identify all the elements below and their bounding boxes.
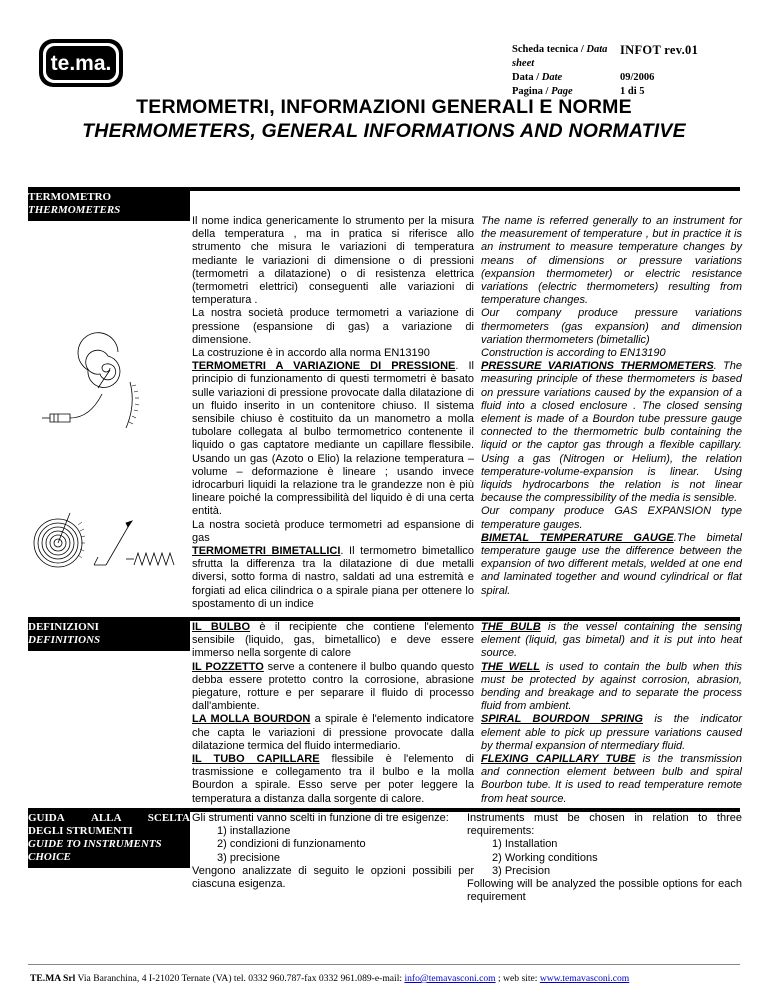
section-label-definizioni [28,617,190,651]
para-guida-outro-it: Vengono analizzate di seguito le opzioni possibili per ciascuna esigenza. [192,864,474,891]
heading-pressure-it: TERMOMETRI A VARIAZIONE DI PRESSIONE [192,360,456,373]
para-bulb-en: THE BULB is the vessel containing the sensing element (liquid, gas bimetal) and it is put into heat source. [481,621,743,660]
title-italian: TERMOMETRI, INFORMAZIONI GENERALI E NORME [136,96,632,118]
bimetal-illustration [30,505,180,580]
page-label-en: Page [551,86,573,97]
para-pressure-it: TERMOMETRI A VARIAZIONE DI PRESSIONE. Il principio di funzionamento di questi termometri è basato sulle variazioni di pressione provocate dalla dilatazione di un fluido inserito in un contenitore chiuso. Il sistema sensibile chiuso è costituito da un manometro a molla tubolare collegata al bulbo termometrico contenente il liquido o gas captatore mediante un capillare flessibile. Usando un gas (Azoto o Elio) la relazione temperatura – volume – deformazione è lineare ; usando invece idrocarburi liquidi la relazione tra le grandezze non è più lineare poiché la compressibilità del liquido è di una certa entità. [192,360,474,518]
para-intro-it: Il nome indica genericamente lo strumento per la misura della temperatura , ma in pratica si riferisce allo strumento che misura le variazioni di temperatura mediante le variazioni di dimensione o di pressioni (termometri a dilatazione) o di resistenza elettrica (termometri elettrici) conseguenti alle variazioni di temperatura . [192,215,474,307]
info-row-sheet: Scheda tecnica / Data sheet INFOT rev.01 [512,43,699,69]
heading-well-en: THE WELL [481,660,540,673]
para-bimetal-it: TERMOMETRI BIMETALLICI. Il termometro bimetallico sfrutta la differenza tra la dilatazione di due metalli diversi, sotto forma di nastro, saldati ad una estremità e forgiati ad elica cilindrica o a spirale piana per ottenere lo spostamento di un indice [192,545,474,610]
svg-text:te.ma.: te.ma. [50,52,112,75]
requirements-list-it [192,825,474,865]
document-info [512,43,698,99]
heading-bimetal-en: BIMETAL TEMPERATURE GAUGE [481,531,674,544]
termometro-english-column [481,215,742,598]
para-norm-it: La costruzione è in accordo alla norma EN13190 [192,347,430,360]
footer-email-link[interactable]: info@temavasconi.com [404,973,496,984]
para-norm-en: Construction is according to EN13190 [481,347,666,360]
requirements-list-en [467,838,742,878]
para-molla-it: LA MOLLA BOURDON a spirale è l'elemento indicatore che capta le variazioni di pressione provocate dalla dilatazione termica del fluido intermediario. [192,713,474,752]
termometro-italian-column [192,215,474,611]
section-label-en: DEFINITIONS [28,634,101,646]
heading-molla-it: LA MOLLA BOURDON [192,713,311,726]
list-item: 1) installazione [217,825,291,838]
para-bimetal-en: BIMETAL TEMPERATURE GAUGE.The bimetal temperature gauge use the difference between the expansion of two different metals, welded at one end and laminated together and wound cylindrical or flat spiral. [481,531,742,597]
para-pozzetto-it: IL POZZETTO serve a contenere il bulbo quando questo debba essere protetto contro la corrosione, abrasione piegature, rotture e per separare il fluido di processo dall'ambiente. [192,660,474,713]
definizioni-english-column [481,621,742,806]
para-guida-intro-it: Gli strumenti vanno scelti in funzione di tre esigenze: [192,812,449,824]
definizioni-italian-column [192,621,474,806]
para-spring-en: SPIRAL BOURDON SPRING is the indicator element able to pick up pressure variations caused by thermal expansion of ntermediary fluid. [481,713,743,752]
para-well-en: THE WELL is used to contain the bulb when this must be protected by against corrosion, abrasion, bending and breakage and to separate the process fluid from ambient. [481,660,742,713]
heading-bulb-en: THE BULB [481,621,541,633]
footer-website-link[interactable]: www.temavasconi.com [539,973,630,984]
list-item: 1) Installation [492,838,558,851]
heading-pressure-en: PRESSURE VARIATIONS THERMOMETERS [481,360,714,373]
heading-bimetal-it: TERMOMETRI BIMETALLICI [192,545,341,558]
para-company-en: Our company produce pressure variations thermometers (gas expansion) and dimension variation thermometers (bimetallic) [481,307,742,346]
section-label-en: THERMOMETERS [28,204,121,216]
heading-spring-en: SPIRAL BOURDON SPRING [481,713,643,726]
date-label: Data [512,72,534,83]
para-guida-intro-en: Instruments must be chosen in relation to three requirements: [467,812,742,838]
section-label-termometro [28,187,190,221]
info-row-page: Pagina / Page 1 di 5 [512,86,645,97]
list-item: 3) precisione [217,851,280,864]
heading-tubo-it: IL TUBO CAPILLARE [192,753,320,766]
footer: TE.MA Srl Via Baranchina, 4 I-21020 Ternate (VA) tel. 0332 960.787-fax 0332 961.089-e-mail: info@temavasconi.com ; web site: www.temavasconi.com [30,973,630,984]
title-english: THERMOMETERS, GENERAL INFORMATIONS AND NORMATIVE [82,120,686,142]
heading-bulbo-it: IL BULBO [192,621,251,633]
guida-italian-column [192,812,474,891]
list-item: 2) Working conditions [492,851,598,864]
guida-english-column [467,812,742,904]
tema-logo [38,38,124,88]
footer-company: TE.MA Srl [30,973,76,984]
section-label-it: DEFINIZIONI [28,621,99,633]
para-bulbo-it: IL BULBO è il recipiente che contiene l'elemento sensibile (liquido, gas, bimetallico) e deve essere immerso nella sorgente di calore [192,621,474,660]
para-gas-en: Our company produce GAS EXPANSION type temperature gauges. [481,505,742,531]
para-pressure-en: PRESSURE VARIATIONS THERMOMETERS. The measuring principle of these thermometers is based on pressure variations caused by the expansion of a fluid into a closed enclosure . The closed sensing element is made of a Bourdon tube pressure gauge connected to the thermometric bulb containing the liquid or the captor gas through a flexible capillary. Using a gas (Nitrogen or Helium), the relation temperature-volume-expansion is linear. Using liquids hydrocarbons the relation is not linear because the compressibility of the media is sensible. [481,360,742,505]
section-label-it: TERMOMETRO [28,191,112,203]
sheet-label: Scheda tecnica [512,44,579,55]
para-tubo-it: IL TUBO CAPILLARE flessibile è l'elemento di trasmissione e collegamento tra il bulbo e la molla Bourdon a spirale. Esso serve per poter leggere la temperatura a distanza dalla sorgente di calore. [192,753,475,805]
sheet-label-en: Data sheet [512,44,608,69]
list-item: 3) Precision [492,864,551,877]
para-tube-en: FLEXING CAPILLARY TUBE is the transmission and connection element between bulb and spiral Bourbon tube. It is used to read temperature remote from heat source. [481,753,742,805]
page-value: 1 di 5 [620,86,645,97]
list-item: 2) condizioni di funzionamento [217,838,366,851]
para-intro-en: The name is referred generally to an instrument for the measurement of temperature , but in practice it is an instrument to measure temperature changes by means of dimensions or pressure variations (expansion thermometer) or electric resistance variations (electric thermometers) resulting from temperature changes. [481,215,742,307]
bourdon-gauge-illustration [40,330,150,450]
para-gas-it: La nostra società produce termometri ad espansione di gas [192,518,474,544]
section-label-guida: GUIDA ALLA SCELTA DEGLI STRUMENTI GUIDE TO INSTRUMENTS CHOICE [28,808,190,868]
heading-tube-en: FLEXING CAPILLARY TUBE [481,753,636,766]
para-guida-outro-en: Following will be analyzed the possible options for each requirement [467,878,742,904]
heading-pozzetto-it: IL POZZETTO [192,660,264,673]
info-row-date: Data / Date 09/2006 [512,72,655,83]
para-company-it: La nostra società produce termometri a variazione di pressione (espansione di gas) a variazione di dimensione. [192,307,474,346]
date-label-en: Date [541,72,563,83]
footer-address: Via Baranchina, 4 I-21020 Ternate (VA) tel. 0332 960.787-fax 0332 961.089-e-mail: [75,973,405,984]
sheet-value: INFOT rev.01 [620,43,699,57]
date-value: 09/2006 [620,72,655,83]
page-label: Pagina [512,86,543,97]
footer-divider [28,964,740,965]
